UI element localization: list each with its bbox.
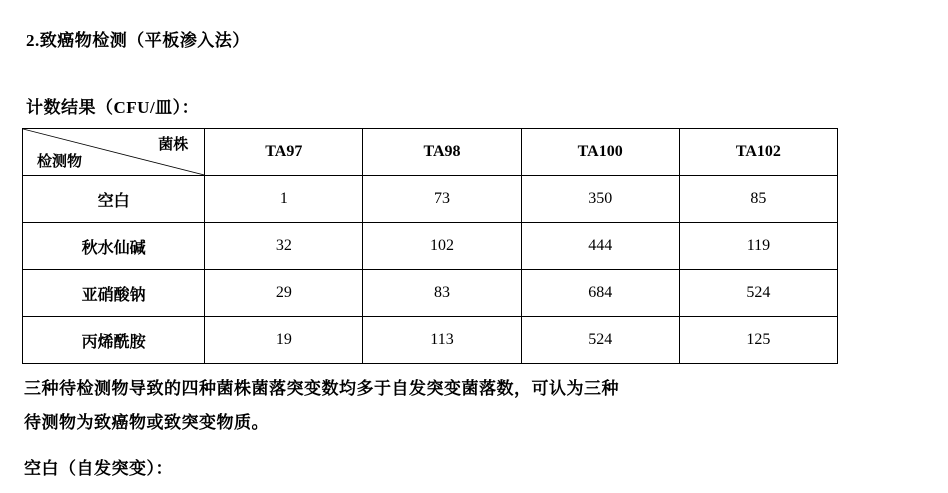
column-header-ta97: TA97 xyxy=(205,129,363,176)
corner-row-label: 检测物 xyxy=(37,154,83,170)
section-heading: 2.致癌物检测（平板渗入法） xyxy=(26,31,250,50)
cell-blank-ta100: 350 xyxy=(521,176,679,223)
column-header-ta102: TA102 xyxy=(679,129,837,176)
cell-colchicine-ta100: 444 xyxy=(521,223,679,270)
cell-colchicine-ta98: 102 xyxy=(363,223,521,270)
cell-acrylamide-ta97: 19 xyxy=(205,317,363,364)
row-label-sodium-nitrite: 亚硝酸钠 xyxy=(23,270,205,317)
cell-acrylamide-ta98: 113 xyxy=(363,317,521,364)
cell-colchicine-ta97: 32 xyxy=(205,223,363,270)
column-header-ta100: TA100 xyxy=(521,129,679,176)
row-label-acrylamide: 丙烯酰胺 xyxy=(23,317,205,364)
row-label-colchicine: 秋水仙碱 xyxy=(23,223,205,270)
column-header-ta98: TA98 xyxy=(363,129,521,176)
table-header-row xyxy=(23,129,838,176)
table-corner-cell xyxy=(23,129,205,176)
cell-acrylamide-ta102: 125 xyxy=(679,317,837,364)
table-row xyxy=(23,223,838,270)
table-caption: 计数结果（CFU/皿）： xyxy=(26,98,200,117)
cell-blank-ta98: 73 xyxy=(363,176,521,223)
results-table xyxy=(22,128,838,364)
conclusion-paragraph xyxy=(24,372,854,440)
cell-sodium-nitrite-ta98: 83 xyxy=(363,270,521,317)
cell-sodium-nitrite-ta100: 684 xyxy=(521,270,679,317)
table-row xyxy=(23,317,838,364)
cell-sodium-nitrite-ta102: 524 xyxy=(679,270,837,317)
cell-colchicine-ta102: 119 xyxy=(679,223,837,270)
conclusion-line-2: 待测物为致癌物或致突变物质。 xyxy=(24,413,269,432)
table-row xyxy=(23,176,838,223)
conclusion-line-1: 三种待检测物导致的四种菌株菌落突变数均多于自发突变菌落数，可认为三种 xyxy=(24,379,619,398)
cell-blank-ta97: 1 xyxy=(205,176,363,223)
corner-column-label: 菌株 xyxy=(158,137,189,153)
table-row xyxy=(23,270,838,317)
trailing-text: 空白（自发突变）： xyxy=(24,459,173,478)
cell-blank-ta102: 85 xyxy=(679,176,837,223)
row-label-blank: 空白 xyxy=(23,176,205,223)
cell-sodium-nitrite-ta97: 29 xyxy=(205,270,363,317)
cell-acrylamide-ta100: 524 xyxy=(521,317,679,364)
